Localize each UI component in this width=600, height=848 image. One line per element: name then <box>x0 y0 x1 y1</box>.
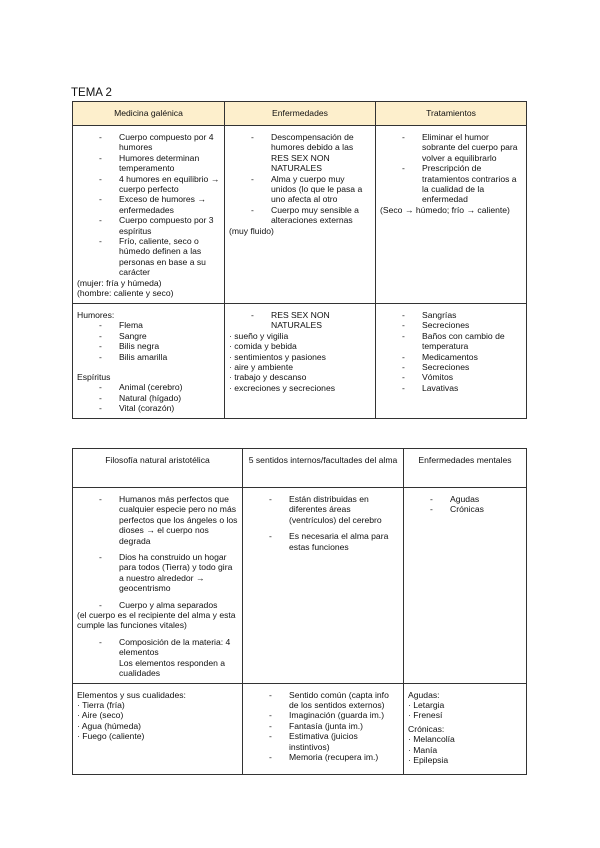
table-medicina-galenica <box>72 101 527 419</box>
list-item: - Cuerpo muy sensible a alteraciones externas <box>229 205 372 226</box>
header-filosofia: Filosofía natural aristotélica <box>73 449 243 488</box>
list-item: - Bilis amarilla <box>77 352 221 362</box>
table-row <box>73 126 527 304</box>
list-item: - Sangrías <box>380 310 523 320</box>
list-item: - Secreciones <box>380 320 523 330</box>
table-filosofia-natural <box>72 448 527 775</box>
table-row <box>73 304 527 419</box>
header-tratamientos: Tratamientos <box>376 102 527 126</box>
cell-tipos-enfermedades <box>404 683 527 774</box>
list-item: - Cuerpo compuesto por 4 humores <box>77 132 221 153</box>
note-contrarios: (Seco → húmedo; frío → caliente) <box>380 204 510 215</box>
list-item: - Secreciones <box>380 362 523 372</box>
table-header-row <box>73 102 527 126</box>
list-item: - Baños con cambio de temperatura <box>380 331 523 352</box>
list-item: - Medicamentos <box>380 352 523 362</box>
line-item: · Fuego (caliente) <box>77 731 145 742</box>
line-item: · comida y bebida <box>229 341 297 352</box>
cell-tratamientos <box>376 126 527 304</box>
list-item: - Bilis negra <box>77 341 221 351</box>
list-item: - Natural (hígado) <box>77 393 221 403</box>
list-item: - Humanos más perfectos que cualquier especie pero no más perfectos que los ángeles o los dioses → el cuerpo nos degrada <box>77 494 239 546</box>
list-item: - Alma y cuerpo muy unidos (lo que le pasa a uno afecta al otro <box>229 174 372 205</box>
list-item: - Frío, caliente, seco o húmedo definen a las personas en base a su carácter <box>77 236 221 278</box>
table-row <box>73 683 527 774</box>
list-item: - Memoria (recupera im.) <box>247 752 400 762</box>
list-item: - Cuerpo compuesto por 3 espíritus <box>77 215 221 236</box>
line-item: · aire y ambiente <box>229 362 294 373</box>
cell-sentidos-lista <box>243 683 404 774</box>
page-title: TEMA 2 <box>71 87 112 99</box>
list-item: - Cuerpo y alma separados <box>77 600 239 610</box>
cell-res-sex <box>225 304 376 419</box>
list-item: - Crónicas <box>408 504 523 514</box>
list-item: - Dios ha construido un hogar para todos (Tierra) y todo gira a nuestro alrededor → geocentrismo <box>77 552 239 594</box>
text-cualidades: Los elementos responden a cualidades <box>119 657 226 679</box>
list-item: - Animal (cerebro) <box>77 382 221 392</box>
cell-filosofia <box>73 488 243 684</box>
list-item: - Lavativas <box>380 383 523 393</box>
cell-sentidos <box>243 488 404 684</box>
line-item: · Agua (húmeda) <box>77 720 142 731</box>
cell-enfermedades-mentales <box>404 488 527 684</box>
table-row <box>73 488 527 684</box>
note-mujer: (mujer: fría y húmeda) <box>77 277 162 288</box>
header-enfermedades: Enfermedades <box>225 102 376 126</box>
note-recipiente: (el cuerpo es el recipiente del alma y esta cumple las funciones vitales) <box>77 610 236 631</box>
header-medicina-galenica: Medicina galénica <box>73 102 225 126</box>
note-fluido: (muy fluido) <box>229 225 274 236</box>
list-item: - Es necesaria el alma para estas funciones <box>247 531 400 552</box>
list-item: - Sangre <box>77 331 221 341</box>
line-item: · Epilepsia <box>408 754 449 765</box>
table-header-row <box>73 449 527 488</box>
line-item: · trabajo y descanso <box>229 372 307 383</box>
list-item: - Agudas <box>408 494 523 504</box>
list-item: - Descompensación de humores debido a las RES SEX NON NATURALES <box>229 132 372 174</box>
list-item: - 4 humores en equilibrio → cuerpo perfecto <box>77 174 221 195</box>
list-item: - Composición de la materia: 4 elementos <box>77 637 239 658</box>
line-item: · sentimientos y pasiones <box>229 351 326 362</box>
note-hombre: (hombre: caliente y seco) <box>77 288 174 299</box>
line-item: · Letargia <box>408 699 445 710</box>
list-item: - Humores determinan temperamento <box>77 153 221 174</box>
line-item: · Aire (seco) <box>77 710 124 721</box>
humores-heading: Humores: <box>77 310 115 320</box>
list-item: - Sentido común (capta info de los sentidos externos) <box>247 690 400 711</box>
agudas-heading: Agudas: <box>408 689 440 700</box>
cell-enfermedades <box>225 126 376 304</box>
list-item: - Fantasía (junta im.) <box>247 721 400 731</box>
cell-tratamientos-lista <box>376 304 527 419</box>
list-item: - Vital (corazón) <box>77 403 221 413</box>
list-item: - Exceso de humores → enfermedades <box>77 194 221 215</box>
line-item: · Tierra (fría) <box>77 699 125 710</box>
list-item: - Están distribuidas en diferentes áreas (ventrículos) del cerebro <box>247 494 400 525</box>
header-enfermedades-mentales: Enfermedades mentales <box>404 449 527 488</box>
cell-elementos <box>73 683 243 774</box>
list-item: - Estimativa (juicios instintivos) <box>247 731 400 752</box>
list-item: - Flema <box>77 320 221 330</box>
cell-humores <box>73 304 225 419</box>
list-item: - RES SEX NON NATURALES <box>229 310 372 331</box>
list-item: - Vómitos <box>380 372 523 382</box>
header-sentidos: 5 sentidos internos/facultades del alma <box>243 449 404 488</box>
line-item: · sueño y vigilia <box>229 330 289 341</box>
line-item: · Melancolía <box>408 734 455 745</box>
cronicas-heading: Crónicas: <box>408 723 445 734</box>
elementos-heading: Elementos y sus cualidades: <box>77 689 186 700</box>
list-item: - Prescripción de tratamientos contrarios a la cualidad de la enfermedad <box>380 163 523 205</box>
line-item: · Frenesí <box>408 710 443 721</box>
espiritus-heading: Espíritus <box>77 372 111 383</box>
cell-medicina-galenica <box>73 126 225 304</box>
line-item: · Manía <box>408 744 438 755</box>
line-item: · excreciones y secreciones <box>229 382 336 393</box>
list-item: - Imaginación (guarda im.) <box>247 710 400 720</box>
list-item: - Eliminar el humor sobrante del cuerpo para volver a equilibrarlo <box>380 132 523 163</box>
